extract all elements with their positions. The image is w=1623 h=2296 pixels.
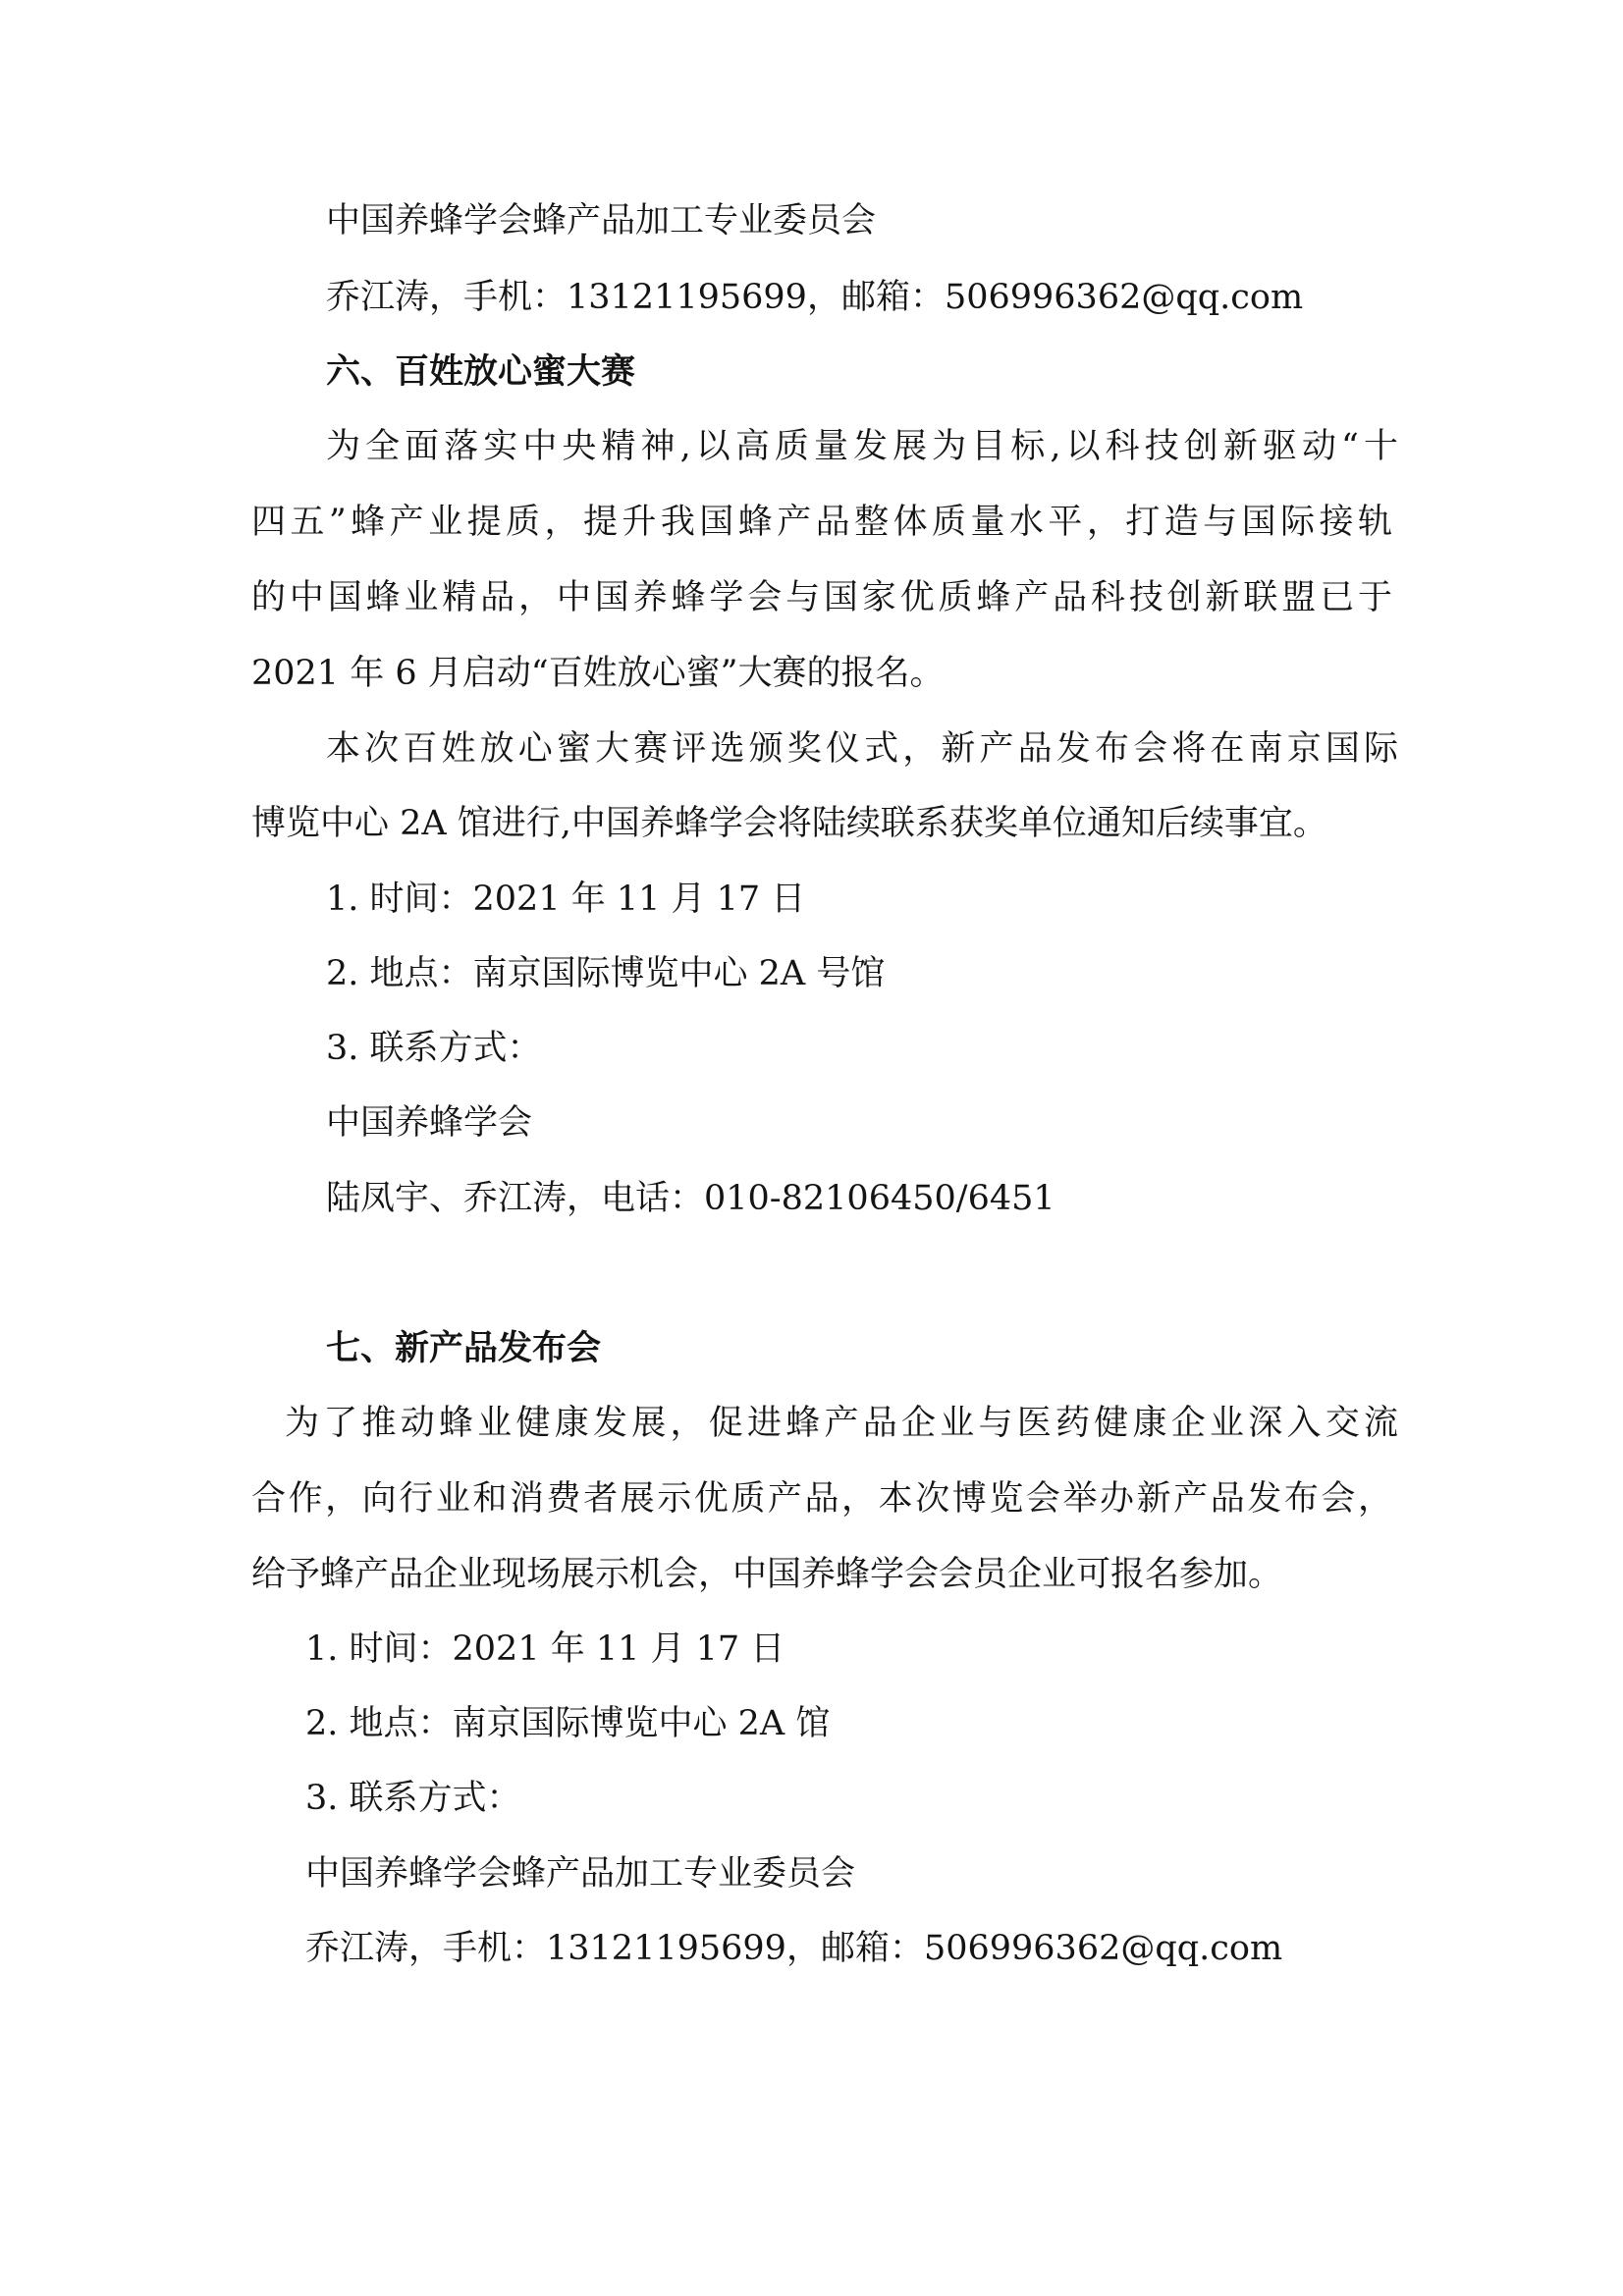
section-6-para1-line-1: 为全面落实中央精神,以高质量发展为目标,以科技创新驱动“十 [326,427,1398,466]
section-6-item-time: 1. 时间：2021 年 11 月 17 日 [326,880,806,919]
section-7-contact-org: 中国养蜂学会蜂产品加工专业委员会 [305,1854,856,1894]
section-6-para2-line-1: 本次百姓放心蜜大赛评选颁奖仪式，新产品发布会将在南京国际 [326,729,1398,769]
section-6-para1-line-3: 的中国蜂业精品，中国养蜂学会与国家优质蜂产品科技创新联盟已于 [251,578,1392,617]
section-7-item-time: 1. 时间：2021 年 11 月 17 日 [305,1629,785,1669]
section-7-para-line-3: 给予蜂产品企业现场展示机会，中国养蜂学会会员企业可报名参加。 [251,1555,1283,1594]
section-6-para1-line-4: 2021 年 6 月启动“百姓放心蜜”大赛的报名。 [251,654,945,693]
section-6-heading: 六、百姓放心蜜大赛 [326,352,636,392]
section-7-para-line-2: 合作，向行业和消费者展示优质产品，本次博览会举办新产品发布会， [251,1479,1392,1519]
section-7-item-contact-label: 3. 联系方式： [305,1779,521,1818]
top-contact: 乔江涛，手机：13121195699，邮箱：506996362@qq.com [326,278,1304,317]
top-org: 中国养蜂学会蜂产品加工专业委员会 [326,201,877,240]
section-7-item-location: 2. 地点：南京国际博览中心 2A 馆 [305,1704,831,1743]
section-6-contact-line: 陆凤宇、乔江涛，电话：010-82106450/6451 [326,1179,1055,1218]
section-7-heading: 七、新产品发布会 [326,1329,602,1368]
section-6-contact-org: 中国养蜂学会 [326,1103,533,1143]
section-6-para2-line-2: 博览中心 2A 馆进行,中国养蜂学会将陆续联系获奖单位通知后续事宜。 [251,804,1327,843]
section-7-para-line-1: 为了推动蜂业健康发展，促进蜂产品企业与医药健康企业深入交流 [285,1404,1398,1443]
section-6-item-location: 2. 地点：南京国际博览中心 2A 号馆 [326,954,886,993]
section-7-contact-line: 乔江涛，手机：13121195699，邮箱：506996362@qq.com [305,1929,1283,1968]
section-6-item-contact-label: 3. 联系方式： [326,1029,542,1068]
section-6-para1-line-2: 四五”蜂产业提质，提升我国蜂产品整体质量水平，打造与国际接轨 [251,503,1392,542]
